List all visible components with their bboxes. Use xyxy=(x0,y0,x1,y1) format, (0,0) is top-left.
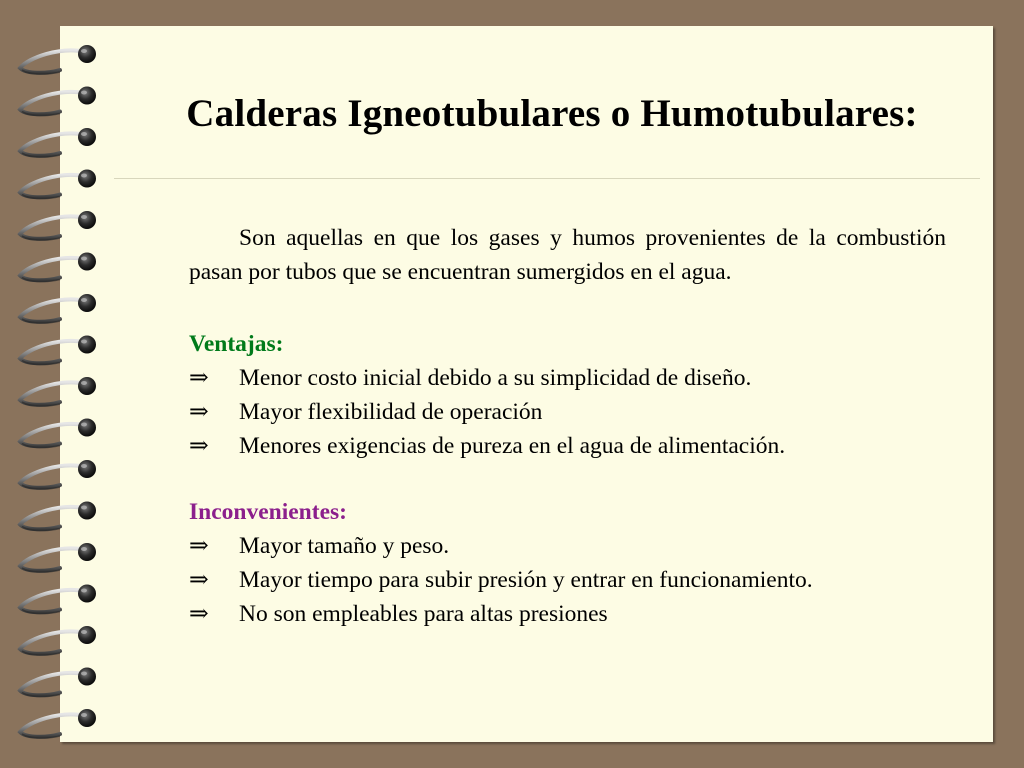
disadvantages-list xyxy=(189,529,946,631)
intro-paragraph: Son aquellas en que los gases y humos provenientes de la combustión pasan por tubos que se encuentran sumergidos en el agua. xyxy=(189,225,946,285)
spiral-ring xyxy=(20,543,96,572)
spiral-ring xyxy=(20,377,96,406)
spiral-ring xyxy=(20,170,96,199)
disadvantage-text: No son empleables para altas presiones xyxy=(239,601,608,627)
double-arrow-icon: ⇒ xyxy=(189,365,209,391)
spiral-ring xyxy=(20,668,96,697)
spiral-ring xyxy=(20,294,96,323)
spiral-ring xyxy=(20,253,96,282)
spiral-ring xyxy=(20,87,96,116)
advantage-text: Menor costo inicial debido a su simplicidad de diseño. xyxy=(239,365,752,391)
spiral-binding xyxy=(0,0,110,768)
list-item xyxy=(189,395,946,429)
double-arrow-icon: ⇒ xyxy=(189,533,209,559)
disadvantages-heading: Inconvenientes: xyxy=(189,499,347,525)
advantages-list xyxy=(189,361,946,463)
double-arrow-icon: ⇒ xyxy=(189,567,209,593)
title-divider xyxy=(114,178,980,179)
notebook-page xyxy=(60,26,993,742)
spiral-ring xyxy=(20,128,96,157)
spiral-ring xyxy=(20,585,96,614)
list-item xyxy=(189,597,946,631)
list-item xyxy=(189,529,946,563)
list-item xyxy=(189,563,946,597)
disadvantage-text: Mayor tamaño y peso. xyxy=(239,533,450,559)
advantages-heading: Ventajas: xyxy=(189,331,284,357)
list-item xyxy=(189,361,946,395)
spiral-ring xyxy=(20,502,96,531)
spiral-ring xyxy=(20,419,96,448)
disadvantage-text: Mayor tiempo para subir presión y entrar en funcionamiento. xyxy=(239,567,813,593)
slide-title: Calderas Igneotubulares o Humotubulares: xyxy=(186,92,918,135)
advantage-text: Mayor flexibilidad de operación xyxy=(239,399,543,425)
spiral-ring xyxy=(20,45,96,74)
spiral-ring xyxy=(20,626,96,655)
spiral-ring xyxy=(20,336,96,365)
double-arrow-icon: ⇒ xyxy=(189,399,209,425)
double-arrow-icon: ⇒ xyxy=(189,433,209,459)
list-item xyxy=(189,429,946,463)
slide-body xyxy=(189,221,946,631)
spiral-ring xyxy=(20,709,96,738)
spiral-ring xyxy=(20,211,96,240)
advantage-text: Menores exigencias de pureza en el agua de alimentación. xyxy=(239,433,786,459)
spiral-ring xyxy=(20,460,96,489)
double-arrow-icon: ⇒ xyxy=(189,601,209,627)
